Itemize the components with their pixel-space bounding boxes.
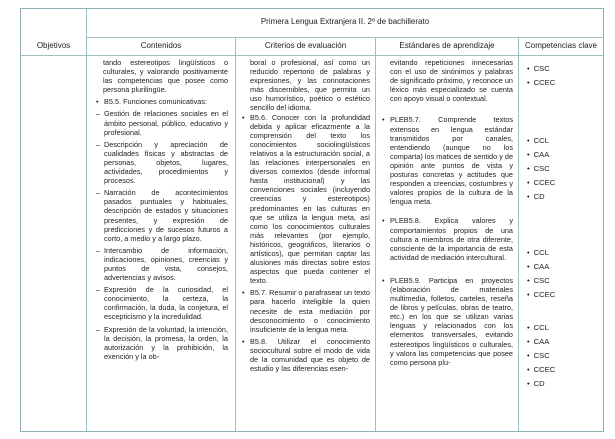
competencia-item: • CSC: [527, 351, 555, 360]
criterio-b58: • B5.8. Utilizar el conocimiento sociocultural sobre el modo de vida de la comunidad que es objeto de estudio y las diferencias esen-: [241, 337, 370, 373]
header-estandares: Estándares de aprendizaje: [399, 41, 495, 50]
competencia-item: • CCEC: [527, 290, 555, 299]
contenidos-item: – Expresión de la curiosidad, el conocimiento, la certeza, la confirmación, la duda, la conjetura, el escepticismo y la incredulidad.: [95, 285, 228, 321]
competencia-item: • CCEC: [527, 78, 555, 87]
competencias-group-2: [527, 136, 555, 201]
competencia-item: • CAA: [527, 150, 555, 159]
col-divider-1: [86, 9, 87, 431]
contenidos-item: – Gestión de relaciones sociales en el ámbito personal, público, educativo y profesional.: [95, 109, 228, 136]
contenidos-continuation: tando estereotipos lingüísticos o culturales, y valorando positivamente las competencias que posee como persona plurilingüe.: [103, 58, 228, 95]
header-competencias: Competencias clave: [524, 41, 598, 50]
estandares-continuation: evitando repeticiones innecesarias con el uso de sinónimos y palabras de significado próximo, y reconoce un léxico más especializado se cuenta con apoyo visual o contextual.: [390, 58, 513, 104]
competencias-group-4: [527, 323, 555, 388]
criterio-b57: • B5.7. Resumir o parafrasear un texto para hacerlo inteligible la quien necesite de esta mediación por desconocimiento o conocimiento insuficiente de la lengua meta.: [241, 288, 370, 333]
col-divider-4: [518, 37, 519, 431]
estandar-pleb58: • PLEB5.8. Explica valores y comportamientos propios de una cultura a miembros de otra diferente, consciente de la importancia de esta actividad de mediación intercultural.: [381, 216, 513, 261]
header-row-divider: [21, 55, 603, 56]
competencia-item: • CCL: [527, 248, 555, 257]
criterios-cell: [241, 58, 370, 430]
contenidos-item: – Intercambio de información, indicaciones, opiniones, creencias y puntos de vista, consejos, advertencias y avisos.: [95, 246, 228, 282]
competencia-item: • CCL: [527, 136, 555, 145]
header-objetivos: Objetivos: [36, 41, 71, 50]
competencia-item: • CSC: [527, 276, 555, 285]
competencia-item: • CSC: [527, 164, 555, 173]
contenidos-cell: [95, 58, 228, 430]
estandar-pleb59: • PLEB5.9. Participa en proyectos (elaboración de materiales multimedia, folletos, carteles, reseña de libros y películas, obras de teatro, etc.) en los que se utilizan varias lenguas y relacionados con los elementos transversales, evitando estereotipos lingüísticos o culturales, y valora las competencias que posee como persona plu-: [381, 276, 513, 367]
header-contenidos: Contenidos: [140, 41, 182, 50]
contenidos-section-b55: • B5.5. Funciones comunicativas:: [95, 97, 228, 106]
competencia-item: • CSC: [527, 64, 555, 73]
criterio-b56: • B5.6. Conocer con la profundidad debida y aplicar eficazmente a la comprensión del texto los conocimientos sociolingüísticos relativos a la estructuración social, a las relaciones interpersonales en diversos contextos (desde informal hasta institucional) y las convenciones sociales (incluyendo creencias y estereotipos) predominantes en las culturas en que se utiliza la lengua meta, así como los conocimientos culturales más relevantes (por ejemplo, históricos, geográficos, literarios o artísticos), que permitan captar las alusiones más directas sobre estos aspectos que pueda contener el texto.: [241, 113, 370, 286]
col-divider-2: [235, 37, 236, 431]
contenidos-item: – Narración de acontecimientos pasados puntuales y habituales, descripción de estados y situaciones presentes, y expresión de predicciones y de sucesos futuros a corto, a medio y a largo plazo.: [95, 188, 228, 243]
competencias-group-1: [527, 64, 555, 87]
competencia-item: • CCL: [527, 323, 555, 332]
table-title: Primera Lengua Extranjera II. 2º de bachillerato: [260, 17, 430, 26]
curriculum-table: [20, 8, 604, 432]
estandares-cell: [381, 58, 513, 430]
competencia-item: • CCEC: [527, 365, 555, 374]
competencia-item: • CCEC: [527, 178, 555, 187]
title-row-divider: [86, 37, 603, 38]
contenidos-item: – Descripción y apreciación de cualidades físicas y abstractas de personas, objetos, lugares, actividades, procedimientos y procesos.: [95, 140, 228, 185]
competencias-cell: [527, 58, 599, 430]
competencia-item: • CD: [527, 192, 555, 201]
competencia-item: • CD: [527, 379, 555, 388]
header-criterios: Criterios de evaluación: [264, 41, 347, 50]
col-divider-3: [375, 37, 376, 431]
competencia-item: • CAA: [527, 262, 555, 271]
estandar-pleb57: • PLEB5.7. Comprende textos extensos en lengua estándar transmitidos por canales, entendiendo (aunque no los comparta) los matices de sentido y de opinión ante puntos de vista y posturas concretas y actitudes que responden a creencias, costumbres y valores propios de la cultura de la lengua meta.: [381, 115, 513, 206]
criterios-continuation: boral o profesional, así como un reducido repertorio de palabras y expresiones, y las connotaciones más discernibles, que permita un uso humorístico, poético o estético sencillo del idioma.: [250, 58, 370, 113]
competencias-group-3: [527, 248, 555, 299]
competencia-item: • CAA: [527, 337, 555, 346]
contenidos-item: – Expresión de la voluntad, la intención, la decisión, la promesa, la orden, la autorización y la prohibición, la exención y la ob-: [95, 325, 228, 361]
